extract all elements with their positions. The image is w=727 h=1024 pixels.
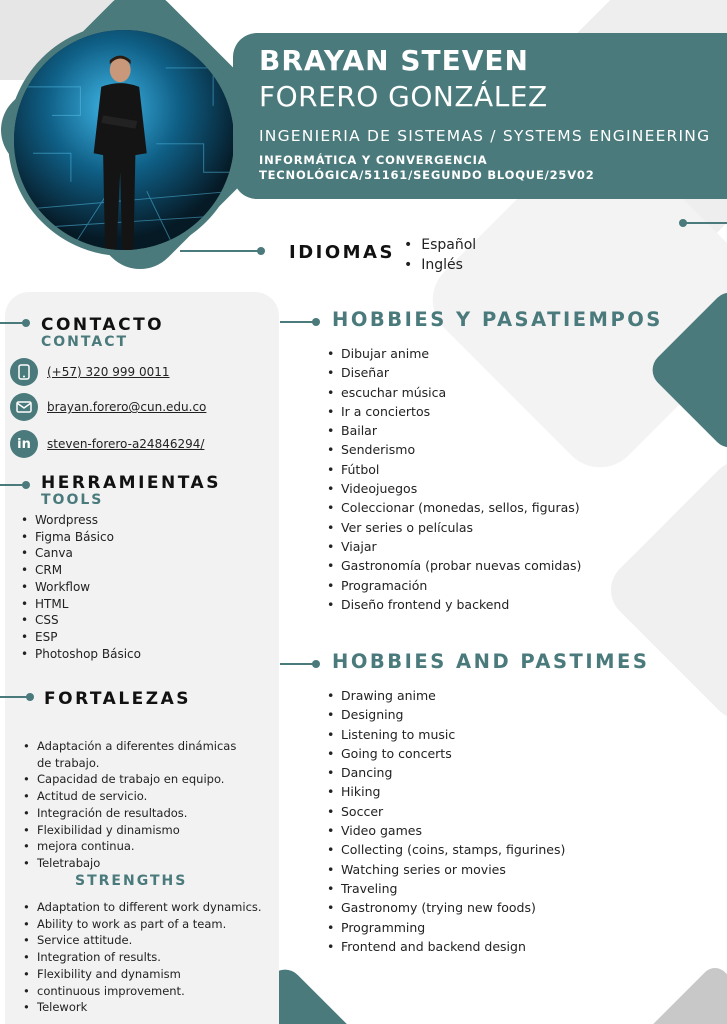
program-line: TECNOLÓGICA/51161/SEGUNDO BLOQUE/25V02	[259, 168, 595, 182]
list-item: • Video games	[327, 821, 565, 840]
divider-line	[280, 321, 316, 323]
list-item: • Ability to work as part of a team.	[23, 916, 262, 933]
list-item: • Listening to music	[327, 725, 565, 744]
program-line: INFORMÁTICA Y CONVERGENCIA	[259, 153, 488, 167]
divider-dot	[26, 693, 34, 701]
grey-diamond-decoration	[637, 962, 727, 1024]
list-item: • Adaptation to different work dynamics.	[23, 899, 262, 916]
list-item: • Designing	[327, 705, 565, 724]
profile-photo-image	[14, 30, 234, 250]
list-item: • Fútbol	[327, 460, 581, 479]
list-item: • Workflow	[21, 579, 141, 596]
list-item: • Drawing anime	[327, 686, 565, 705]
hobbies-en-list	[327, 686, 565, 956]
list-item: • Gastronomy (trying new foods)	[327, 898, 565, 917]
list-item: • Hiking	[327, 782, 565, 801]
list-item: • Actitud de servicio.	[23, 788, 236, 805]
list-item: • Soccer	[327, 802, 565, 821]
list-item: • Going to concerts	[327, 744, 565, 763]
strengths-title: FORTALEZAS	[44, 689, 191, 709]
tools-title: HERRAMIENTAS	[41, 473, 221, 493]
bg-diamond-decoration	[599, 449, 727, 732]
list-item: • Gastronomía (probar nuevas comidas)	[327, 556, 581, 575]
strengths-subtitle: STRENGTHS	[75, 873, 188, 889]
list-item: • Capacidad de trabajo en equipo.	[23, 771, 236, 788]
program-info	[259, 153, 727, 183]
list-item: • Ver series o películas	[327, 518, 581, 537]
divider-line	[280, 663, 316, 665]
list-item: • Diseño frontend y backend	[327, 595, 581, 614]
list-item: • continuous improvement.	[23, 983, 262, 1000]
contact-linkedin-row	[10, 430, 204, 458]
linkedin-icon: in	[10, 430, 38, 458]
contact-subtitle: CONTACT	[41, 334, 129, 350]
strengths-list-es	[23, 738, 236, 872]
list-item: • Programming	[327, 918, 565, 937]
list-item: • Integration of results.	[23, 949, 262, 966]
languages-title: IDIOMAS	[289, 242, 395, 263]
list-item: • Español	[404, 235, 476, 255]
contact-phone-row	[10, 358, 169, 386]
tools-subtitle: TOOLS	[41, 492, 104, 508]
list-item: • Senderismo	[327, 440, 581, 459]
list-item: • CSS	[21, 612, 141, 629]
list-item: • Integración de resultados.	[23, 805, 236, 822]
list-item: • Canva	[21, 545, 141, 562]
list-item: de trabajo.	[37, 755, 100, 770]
header-banner	[233, 33, 727, 199]
list-item: • Flexibility and dynamism	[23, 966, 262, 983]
tools-list	[21, 512, 141, 662]
mail-icon	[10, 393, 38, 421]
list-item: • Videojuegos	[327, 479, 581, 498]
list-item: • HTML	[21, 596, 141, 613]
list-item: • Collecting (coins, stamps, figurines)	[327, 840, 565, 859]
list-item: • Diseñar	[327, 363, 581, 382]
divider-dot	[679, 219, 687, 227]
list-item: • Figma Básico	[21, 529, 141, 546]
contact-title: CONTACTO	[41, 315, 165, 335]
divider-dot	[22, 319, 30, 327]
list-item: • Wordpress	[21, 512, 141, 529]
hobbies-es-title: HOBBIES Y PASATIEMPOS	[332, 308, 663, 331]
first-names: BRAYAN STEVEN	[259, 44, 529, 77]
profile-photo	[8, 24, 240, 256]
list-item: • Inglés	[404, 255, 476, 275]
list-item: • CRM	[21, 562, 141, 579]
list-item: • Ir a conciertos	[327, 402, 581, 421]
list-item: • Teletrabajo	[23, 855, 236, 872]
list-item: • Dibujar anime	[327, 344, 581, 363]
divider-dot	[312, 660, 320, 668]
list-item: • escuchar música	[327, 383, 581, 402]
list-item: • Dancing	[327, 763, 565, 782]
divider-line	[180, 250, 260, 252]
divider-dot	[312, 318, 320, 326]
list-item: • Service attitude.	[23, 932, 262, 949]
phone-number[interactable]: (+57) 320 999 0011	[47, 365, 170, 379]
divider-line	[682, 222, 727, 224]
list-item: • Frontend and backend design	[327, 937, 565, 956]
phone-icon	[10, 358, 38, 386]
linkedin-link[interactable]: steven-forero-a24846294/	[47, 437, 205, 451]
list-item: • mejora continua.	[23, 838, 236, 855]
contact-email-row	[10, 393, 206, 421]
list-item: • Bailar	[327, 421, 581, 440]
list-item: • Adaptación a diferentes dinámicas	[23, 738, 236, 755]
list-item: • Coleccionar (monedas, sellos, figuras)	[327, 498, 581, 517]
strengths-list-en	[23, 899, 262, 1016]
career-title: INGENIERIA DE SISTEMAS / SYSTEMS ENGINEERING	[259, 127, 711, 145]
list-item: • Watching series or movies	[327, 860, 565, 879]
languages-list	[404, 235, 476, 275]
list-item: • Telework	[23, 999, 262, 1016]
last-names: FORERO GONZÁLEZ	[259, 80, 548, 113]
list-item: • Flexibilidad y dinamismo	[23, 822, 236, 839]
email-link[interactable]: brayan.forero@cun.edu.co	[47, 400, 207, 414]
list-item: • Programación	[327, 576, 581, 595]
list-item: • Photoshop Básico	[21, 646, 141, 663]
divider-dot	[22, 481, 30, 489]
list-item: • ESP	[21, 629, 141, 646]
hobbies-es-list	[327, 344, 581, 614]
hobbies-en-title: HOBBIES AND PASTIMES	[332, 650, 650, 673]
divider-dot	[257, 247, 265, 255]
list-item: • Traveling	[327, 879, 565, 898]
list-item: • Viajar	[327, 537, 581, 556]
